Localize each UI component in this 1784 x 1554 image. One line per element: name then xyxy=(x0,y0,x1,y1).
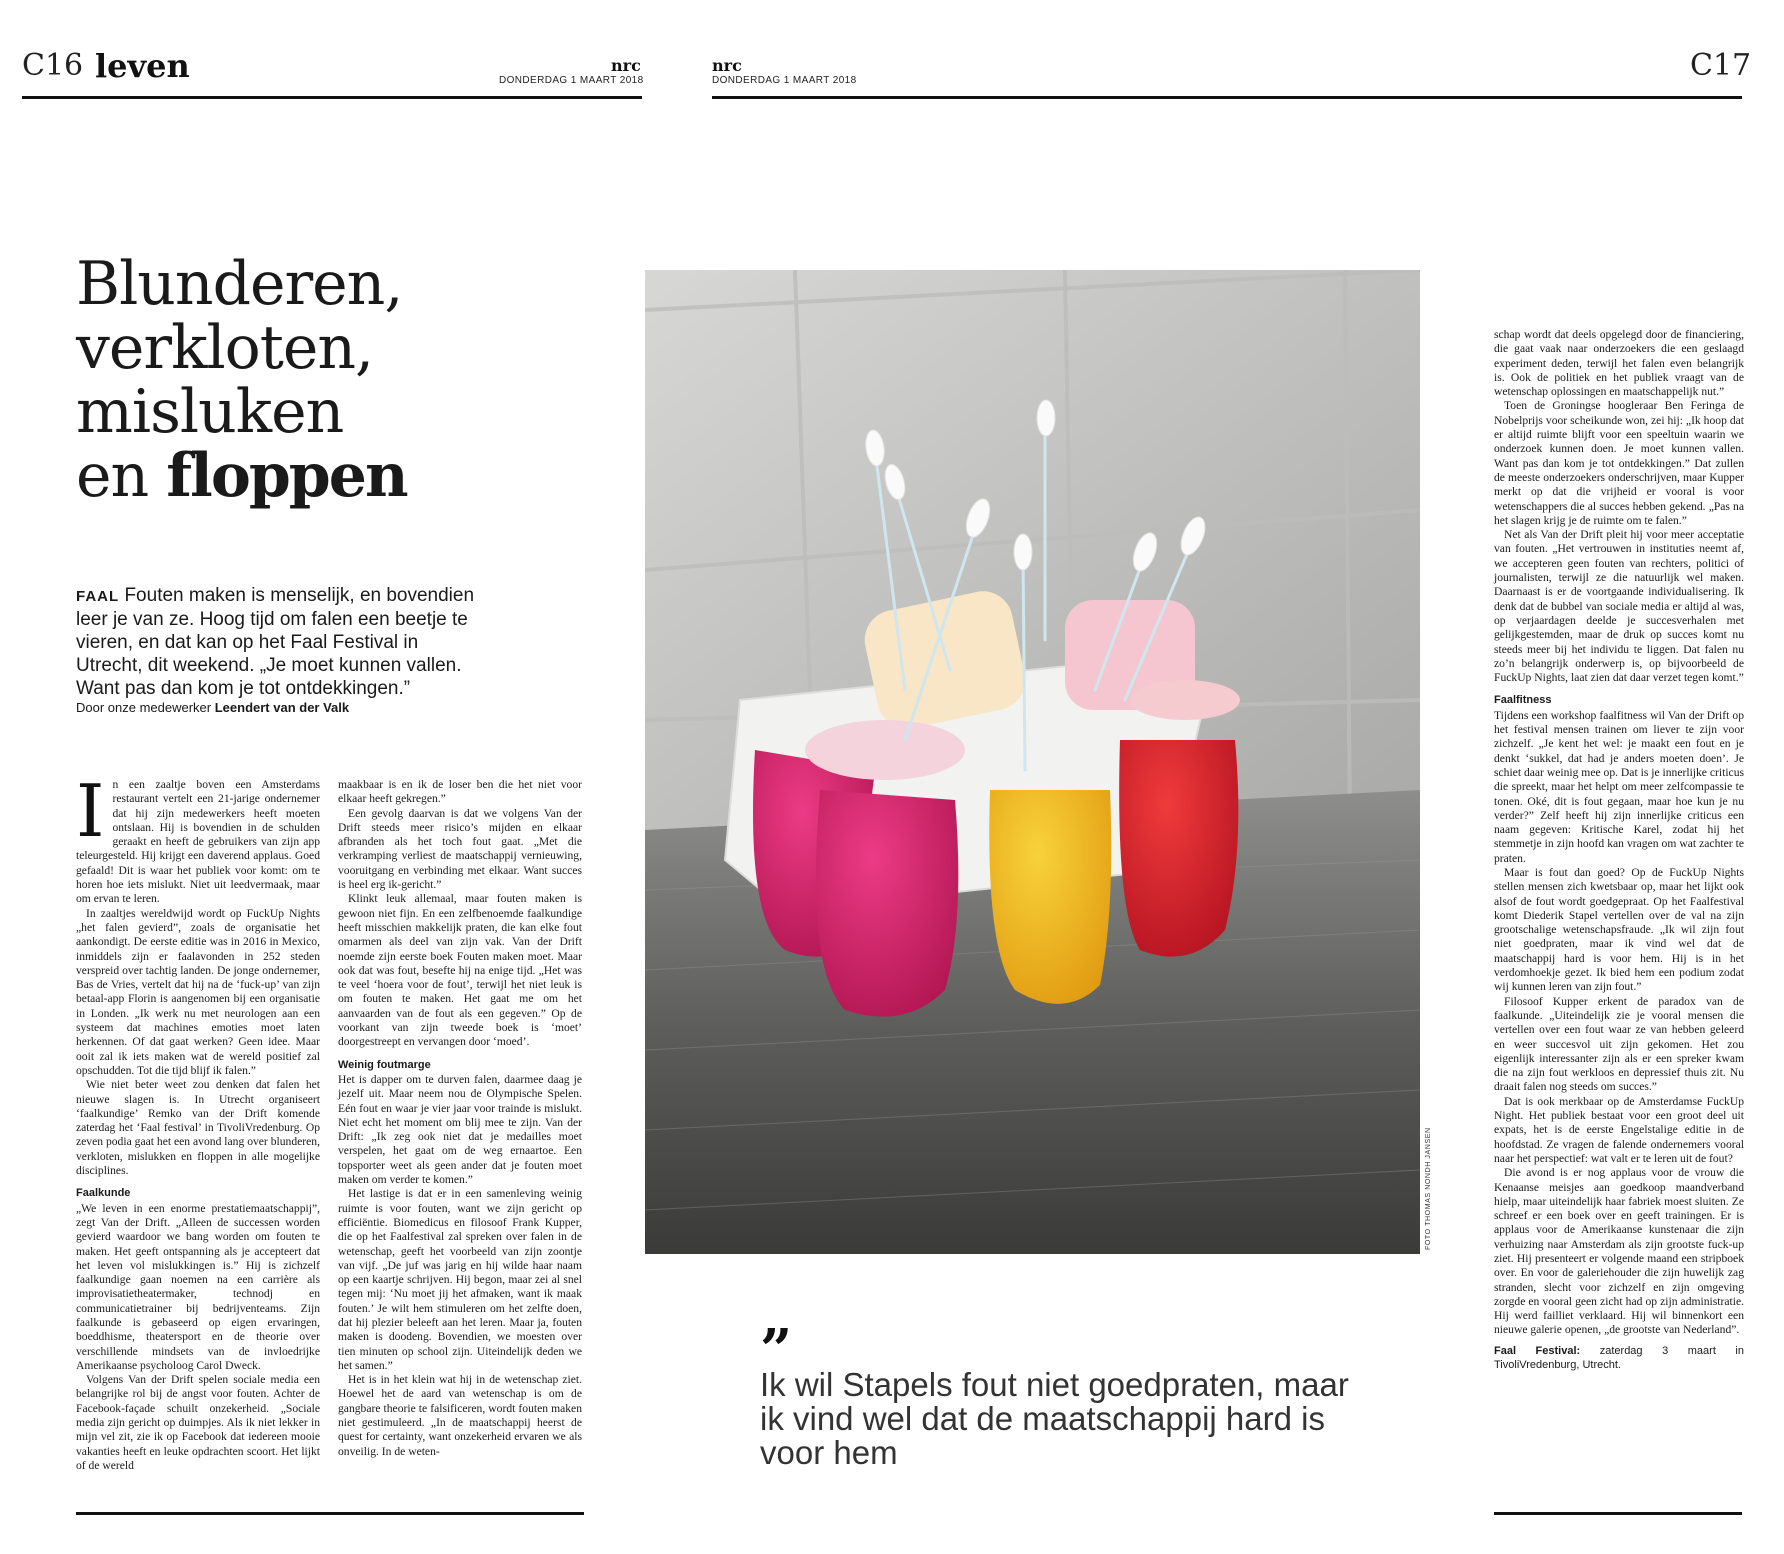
subhead-faalfitness: Faalfitness xyxy=(1494,694,1552,707)
col1-paragraph-5: Volgens Van der Drift spelen sociale media een belangrijke rol bij de angst voor fouten. Achter de Facebook-façade schuilt onzekerheid. „Sociale media zijn gericht op duimpjes. Als ik niet lekker in mijn vel zit, zie ik op Facebook dat iedereen mooie vakanties heeft en leuke opdrachten scoort. Het lijkt of de wereld xyxy=(76,1373,320,1472)
article-column-2 xyxy=(338,778,582,1459)
left-header-rule xyxy=(22,96,642,99)
col3-paragraph-5: Maar is fout dan goed? Op de FuckUp Nights stellen mensen zich kwetsbaar op, maar het lijkt ook alsof de fout wordt goedgepraat. Op het Faalfestival komt Diederik Stapel vertellen over de val na zijn grootschalige wetenschapsfraude. „Ik wil zijn fout niet goedpraten, maar ik vind wel dat de maatschappij hard is voor hem. Hij is in het verdomhoekje gezet. Ik bied hem een podium zodat wij kunnen leren van zijn fout.” xyxy=(1494,865,1744,994)
right-brand-logo: nrc xyxy=(712,56,742,75)
col2-paragraph-4: Het is dapper om te durven falen, daarmee daag je jezelf uit. Maar neem nou de Olympische Spelen. Eén fout en waar je vier jaar voor trainde is mislukt. Niet echt het moment om blij mee te zijn. Van der Drift: „Ik zeg ook niet dat je medailles moet verspelen, het gaat om de weg ernaartoe. Een topsporter weet als geen ander dat je fouten moet maken om verder te komen.” xyxy=(338,1072,582,1187)
byline-author: Leendert van der Valk xyxy=(214,700,350,715)
col3-paragraph-8: Die avond is er nog applaus voor de vrouw die Kenaanse meisjes aan goedkoop maandverband hielp, maar uiteindelijk haar fabriek moest sluiten. Ze schreef er een boek over en geeft trainingen. Er is applaus voor de Amerikaanse kunstenaar die zijn verhuizing naar Amsterdam als zijn grootste fuck-up ziet. Hij presenteert er volgende maand een stripboek over. En voor de galeriehouder die zijn huwelijk zag stranden, slecht voor zichzelf en zijn omgeving zorgde en vooral geen zicht had op zijn administratie. Hij werd failliet verklaard. Hij wil binnenkort een nieuwe galerie openen, „de grootste van Nederland”. xyxy=(1494,1166,1744,1337)
byline-prefix: Door onze medewerker xyxy=(76,700,215,715)
col3-paragraph-2: Toen de Groningse hoogleraar Ben Feringa de Nobelprijs voor scheikunde won, zei hij: „Ik hoop dat er altijd ruimte blijft voor een speeltuin waarin we onderzoek kunnen doen. Je moet kunnen vallen. Want pas dan kom je tot ontdekkingen.” Dat zullen de meeste onderzoekers onderschrijven, maar Kupper merkt op dat die vrijheid er vooral is voor wetenschappers die al succes hebben gekend. „Pas na het slagen krijg je de ruimte om te falen.” xyxy=(1494,399,1744,527)
right-footer-rule xyxy=(1494,1512,1742,1515)
left-brand-logo: nrc xyxy=(611,56,641,75)
quote-mark-icon: ” xyxy=(760,1317,793,1383)
headline-line-2: verkloten, xyxy=(76,313,374,383)
subhead-faalkunde: Faalkunde xyxy=(76,1187,131,1200)
col2-paragraph-1: maakbaar is en ik de loser ben die het niet voor elkaar heeft gekregen.” xyxy=(338,778,582,806)
col1-p1-text: n een zaaltje boven een Amsterdams restaurant vertelt een 21-jarige ondernemer dat hij zijn medewerkers heeft moeten ontslaan. Hij is bovendien in de schulden geraakt en heeft de gebruikers van zijn app teleurgesteld. Hij krijgt een daverend applaus. Goed gefaald! Dit is waar het publiek voor komt: om te horen hoe iets mislukt. Niet uit leedvermaak, maar om ervan te leren. xyxy=(76,778,320,906)
headline-line-3: misluken xyxy=(76,377,344,447)
col2-paragraph-6: Het is in het klein wat hij in de wetenschap ziet. Hoewel het de aard van wetenschap is om de gangbare theorie te falsificeren, wordt fouten maken niet gestimuleerd. „In de maatschappij heerst de quest for certainty, want onzekerheid ervaren we als onveilig. In de weten- xyxy=(338,1373,582,1458)
headline-line-1: Blunderen, xyxy=(76,249,403,319)
col2-paragraph-3: Klinkt leuk allemaal, maar fouten maken is gewoon niet fijn. En een zelfbenoemde faalkundige heeft misschien makkelijk praten, die kan elke fout omarmen als deel van zijn vak. Van der Drift noemde zijn eerste boek Fouten maken moet. Maar ook dat was fout, besefte hij na enige tijd. „Het was te veel ‘hoera voor de fout’, terwijl het niet leuk is om fouten te maken. Het gaat me om het aanvaarden van de fout als een gegeven.” Op de voorkant van zijn tweede boek is ‘moet’ doorgestreept en vervangen door ‘moed’. xyxy=(338,892,582,1049)
headline-line-4-bold: floppen xyxy=(166,441,407,511)
headline xyxy=(76,249,636,511)
col3-paragraph-7: Dat is ook merkbaar op de Amsterdamse FuckUp Night. Het publiek bestaat voor een groot deel uit expats, het is de eerste Engelstalige editie in de hoofdstad. Ze vragen de falende ondernemers vooral naar het perspectief: wat valt er te leren uit de fout? xyxy=(1494,1094,1744,1165)
col3-paragraph-4: Tijdens een workshop faalfitness wil Van der Drift op het festival mensen trainen om liever te zijn voor zichzelf. „Je kent het wel: je maakt een fout en je denkt ‘sukkel, dat had je anders moeten doen’. Je schiet daar weinig mee op. Dat is je innerlijke criticus die spreekt, maar het helpt om meer zelfcompassie te tonen. Oké, dit is fout gegaan, maar hoe kun je nu verder?” Zelf heeft hij zijn innerlijke criticus een naam gegeven: Kritische Karel, zodat hij het stemmetje in zijn hoofd kan vragen om wat zachter te praten. xyxy=(1494,708,1744,865)
popsicle-illustration xyxy=(645,270,1420,1254)
headline-line-4-light: en xyxy=(76,441,167,511)
headline-line-4 xyxy=(76,441,636,511)
right-header-rule xyxy=(712,96,1742,99)
col2-paragraph-5: Het lastige is dat er in een samenleving weinig ruimte is voor fouten, want we zijn gericht op efficiëntie. Biomedicus en filosoof Frank Kupper, die op het Faalfestival zal spreken over falen in de wetenschap, geeft het voorbeeld van zijn zoontje van vijf. „De juf was jarig en hij wilde haar naam op een kaartje schrijven. Hij begon, maar zei al snel tegen mij: ‘Nu moet jij het afmaken, want ik maak fouten.’ Je wilt hem stimuleren om het zelfte doen, dat hij plezier beleeft aan het leren. Maar ja, fouten maken is doodeng. Bovendien, we moesten over tien minuten op school zijn. Uiteindelijk deden we het samen.” xyxy=(338,1187,582,1372)
col3-paragraph-3: Net als Van der Drift pleit hij voor meer acceptatie van fouten. „Het vertrouwen in instituties neemt af, we accepteren geen fouten van rechters, politici of journalisten, terwijl ze die natuurlijk wel maken. Daarnaast is er de voortgaande individualisering. Ik denk dat de bubbel van sociale media er altijd al was, op verjaardagen deelde je succesverhalen met gelijkgestemden, maar de druk op succes komt nu steeds meer bij het individu te liggen. Dat falen nu zo’n belangrijk onderwerp is, op bijvoorbeeld de FuckUp Nights, laat zien dat daar verzet tegen komt.” xyxy=(1494,528,1744,685)
section-title: leven xyxy=(95,47,190,85)
article-column-1 xyxy=(76,769,320,1473)
event-info-text: zaterdag 3 maart in TivoliVredenburg, Utrecht. xyxy=(1494,1344,1744,1371)
subhead-weinig-foutmarge: Weinig foutmarge xyxy=(338,1058,431,1071)
byline xyxy=(76,700,556,715)
col1-paragraph-2: In zaaltjes wereldwijd wordt op FuckUp Nights „het falen gevierd”, zoals de organisatie het aankondigt. De eerste editie was in 2016 in Mexico, inmiddels zijn er faalavonden in 252 steden verspreid over tachtig landen. De jonge ondernemer, Bas de Vries, vertelt dat hij na de ‘fuck-up’ van zijn betaal-app Florin is aangenomen bij een organisatie in Londen. „Ik werk nu met neurologen aan een systeem dat machines emoties moet laten herkennen. Of dat gaat werken? Geen idee. Maar ooit zal ik iets maken wat de wereld positief zal opschudden. Tot die tijd blijf ik falen.” xyxy=(76,906,320,1077)
intro-label: FAAL xyxy=(76,588,120,605)
popsicle-photo xyxy=(645,270,1420,1254)
photo-credit: FOTO THOMAS NONDH JANSEN xyxy=(1425,1127,1432,1250)
event-info xyxy=(1494,1344,1744,1372)
intro-body: Fouten maken is menselijk, en bovendien leer je van ze. Hoog tijd om falen een beetje te vieren, en dat kan op het Faal Festival in Utrecht, dit weekend. „Je moet kunnen vallen. Want pas dan kom je tot ontdekkingen.” xyxy=(76,585,475,699)
left-footer-rule xyxy=(76,1512,584,1515)
event-info-label: Faal Festival: xyxy=(1494,1344,1581,1357)
article-column-3 xyxy=(1494,328,1744,1372)
col1-paragraph-1 xyxy=(76,769,320,907)
col1-paragraph-4: „We leven in een enorme prestatiemaatschappij”, zegt Van der Drift. „Alleen de successen worden gevierd waardoor we bang worden om fouten te maken. Het geeft ontspanning als je accepteert dat het leven vol mislukkingen is.” Hij is zichzelf faalkundige gaan noemen na een carrière als improvisatietheatermaker, technodj en communicatietrainer bij bedrijventeams. Zijn faalkunde is gebaseerd op eigen ervaringen, boeddhisme, theatersport en de theorie over verschillende mindsets van de invloedrijke Amerikaanse psycholoog Carol Dweck. xyxy=(76,1201,320,1372)
right-date: DONDERDAG 1 MAART 2018 xyxy=(712,75,857,86)
col3-paragraph-6: Filosoof Kupper erkent de paradox van de faalkunde. „Uiteindelijk zie je vooral mensen die vertellen over een fout waar ze van hebben geleerd en weer succesvol uit zijn gekomen. Het zou eigenlijk interessanter zijn als er een spreker kwam die na zijn fout werkloos en depressief thuis zit. Nu draait falen nog steeds om succes.” xyxy=(1494,994,1744,1094)
left-page-number: C16 xyxy=(22,48,84,83)
intro-text xyxy=(76,584,476,700)
col1-paragraph-3: Wie niet beter weet zou denken dat falen het nieuwe slagen is. In Utrecht organiseert ‘faalkundige’ Remko van der Drift komende zaterdag het ‘Faal festival’ in TivoliVredenburg. Op zeven podia gaat het een avond lang over blunderen, verkloten, mislukken en floppen in alle mogelijke disciplines. xyxy=(76,1078,320,1178)
drop-cap: I xyxy=(76,769,105,853)
left-date: DONDERDAG 1 MAART 2018 xyxy=(499,75,644,86)
pull-quote: Ik wil Stapels fout niet goedpraten, maar ik vind wel dat de maatschappij hard is voor hem xyxy=(760,1366,1349,1471)
col3-paragraph-1: schap wordt dat deels opgelegd door de financiering, die gaat vaak naar onderzoekers die een geslaagd experiment deden, terwijl het falen even belangrijk is. Ook de politiek en het publiek vraagt van de wetenschap oplossingen en maatschappelijk nut.” xyxy=(1494,328,1744,399)
col2-paragraph-2: Een gevolg daarvan is dat we volgens Van der Drift steeds meer risico’s mijden en elkaar afbranden als het toch fout gaat. „Met die verkramping verliest de maatschappij vernieuwing, vooruitgang en verbinding met elkaar. Want succes is heel erg ik-gericht.” xyxy=(338,806,582,892)
right-page-number: C17 xyxy=(1690,48,1752,83)
